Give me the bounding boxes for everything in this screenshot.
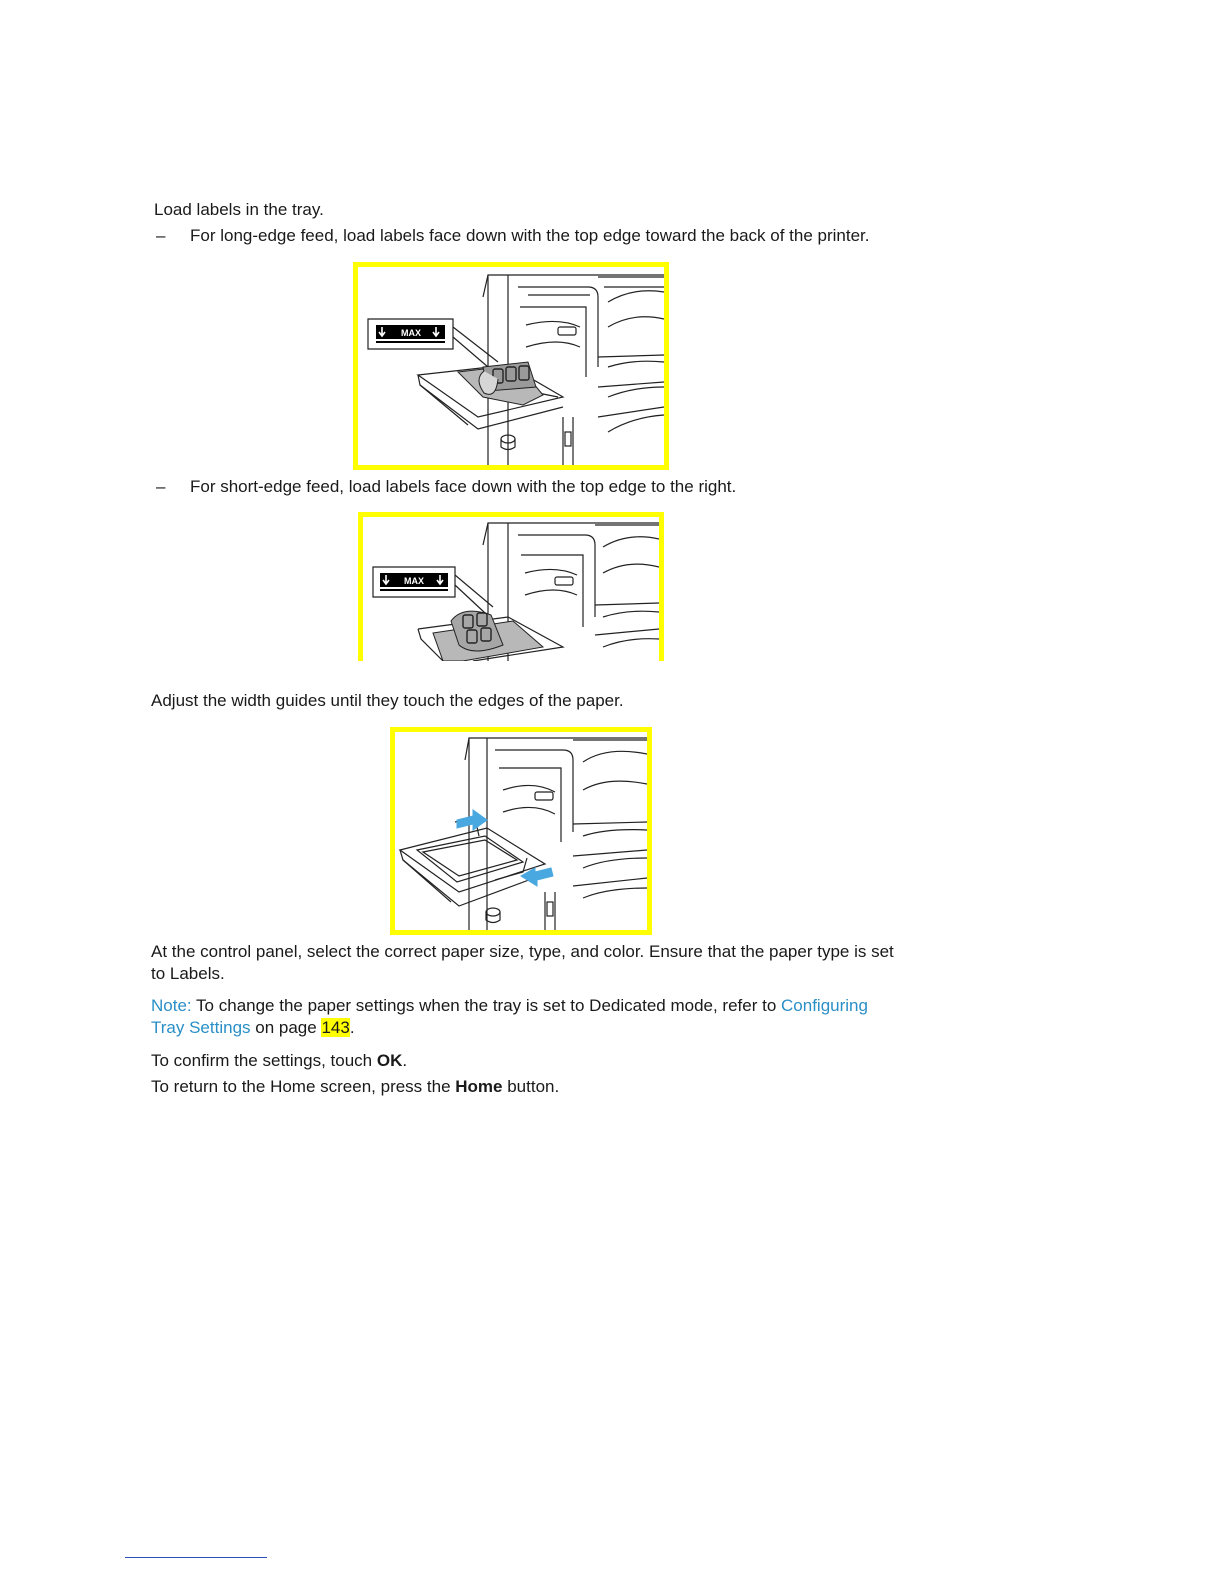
- note-line1: [151, 995, 868, 1017]
- printer-illustration-width-guides: [395, 732, 647, 930]
- footnote-separator: [125, 1557, 267, 1558]
- guide-arrow-left-icon: [457, 810, 487, 830]
- figure-long-edge-feed: [353, 262, 669, 470]
- bullet-dash: –: [156, 226, 166, 245]
- home-end: button.: [502, 1077, 560, 1096]
- max-label-text: MAX: [404, 576, 424, 586]
- bullet-short-edge: For short-edge feed, load labels face down with the top edge to the right.: [190, 477, 737, 496]
- note-label: Note:: [151, 996, 192, 1015]
- confirm-end: .: [402, 1051, 408, 1070]
- figure-width-guides: [390, 727, 652, 935]
- step-adjust-guides: Adjust the width guides until they touch the edges of the paper.: [151, 691, 624, 710]
- note-on-page: on page: [250, 1018, 322, 1037]
- printer-illustration-short-edge: [363, 517, 659, 661]
- home-label: Home: [455, 1077, 503, 1096]
- configuring-tray-settings-link[interactable]: Configuring: [781, 996, 868, 1015]
- note-line2: [151, 1017, 355, 1039]
- printer-illustration-long-edge: [358, 267, 664, 465]
- bullet-long-edge: For long-edge feed, load labels face down with the top edge toward the back of the printer.: [190, 226, 870, 245]
- home-text: To return to the Home screen, press the: [151, 1077, 456, 1096]
- max-label-text: MAX: [401, 328, 421, 338]
- page-number-highlight[interactable]: 143: [321, 1018, 350, 1037]
- confirm-text: To confirm the settings, touch: [151, 1051, 377, 1070]
- step-control-panel-line1: At the control panel, select the correct paper size, type, and color. Ensure that the paper type is set: [151, 942, 894, 961]
- configuring-tray-settings-link-cont[interactable]: Tray Settings: [151, 1018, 251, 1037]
- note-text: To change the paper settings when the tray is set to Dedicated mode, refer to: [191, 996, 782, 1015]
- step-return-home: [151, 1076, 559, 1098]
- bullet-dash: –: [156, 477, 166, 496]
- step-confirm: [151, 1050, 407, 1072]
- figure-short-edge-feed: [358, 512, 664, 661]
- ok-label: OK: [376, 1051, 403, 1070]
- step-control-panel-line2: to Labels.: [151, 964, 225, 983]
- note-end: .: [349, 1018, 355, 1037]
- step-load-labels: Load labels in the tray.: [154, 200, 324, 219]
